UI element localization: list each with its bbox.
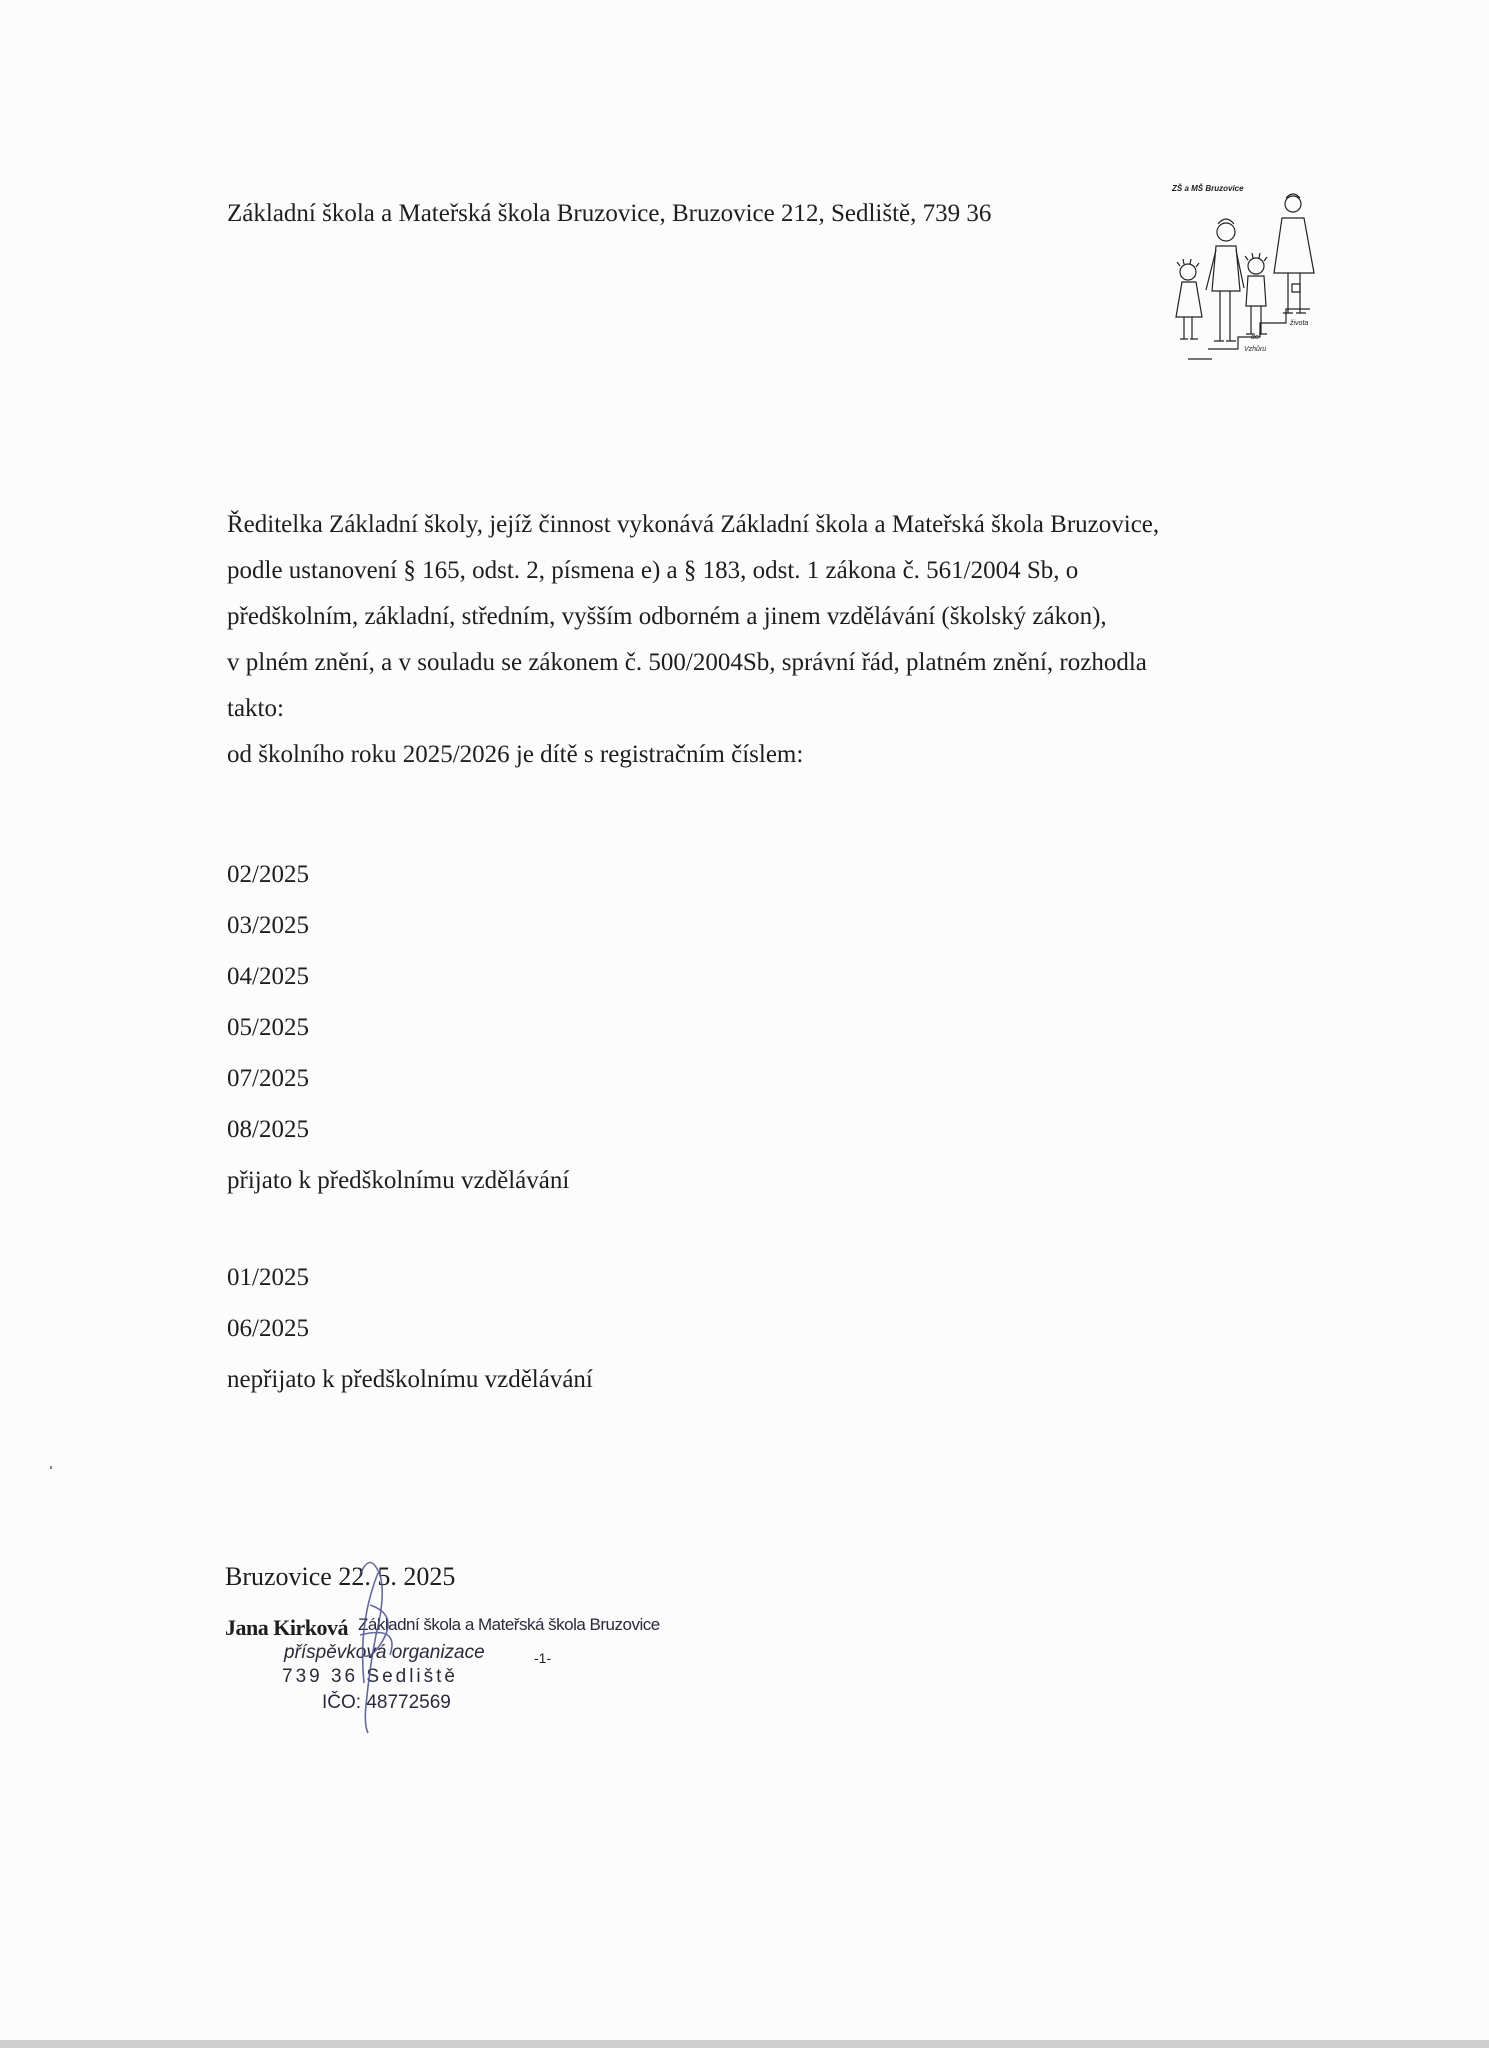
rejected-list — [227, 1252, 593, 1405]
registration-number: 02/2025 — [227, 861, 309, 888]
school-header: Základní škola a Mateřská škola Bruzovice, Bruzovice 212, Sedliště, 739 36 — [227, 200, 992, 227]
registration-number: 01/2025 — [227, 1264, 309, 1291]
signer-name: Jana Kirková — [225, 1615, 348, 1640]
registration-number: 03/2025 — [227, 912, 309, 939]
page-number: -1- — [534, 1650, 552, 1666]
registration-number: 04/2025 — [227, 963, 309, 990]
stamp-ico: IČO: 48772569 — [322, 1692, 451, 1713]
school-logo — [1168, 184, 1328, 369]
stamp-school-name: Základní škola a Mateřská škola Bruzovice — [358, 1615, 660, 1634]
decision-line: Ředitelka Základní školy, jejíž činnost vykonává Základní škola a Mateřská škola Bruzovice, — [227, 511, 1160, 538]
decision-line: v plném znění, a v souladu se zákonem č. 500/2004Sb, správní řád, platném znění, rozhodla — [227, 649, 1147, 676]
registration-number: 05/2025 — [227, 1014, 309, 1041]
admitted-list — [227, 849, 569, 1206]
logo-word-zivota: života — [1290, 320, 1309, 327]
registration-number: 07/2025 — [227, 1065, 309, 1092]
decision-paragraph — [227, 502, 1357, 778]
decision-line: takto: — [227, 695, 284, 722]
registration-number: 08/2025 — [227, 1116, 309, 1143]
decision-line: podle ustanovení § 165, odst. 2, písmena e) a § 183, odst. 1 zákona č. 561/2004 Sb, o — [227, 557, 1079, 584]
decision-line: od školního roku 2025/2026 je dítě s registračním číslem: — [227, 741, 804, 768]
decision-line: předškolním, základní, středním, vyšším odborném a jinem vzdělávání (školský zákon), — [227, 603, 1107, 630]
scan-mark — [50, 1466, 52, 1469]
admitted-result: přijato k předškolnímu vzdělávání — [227, 1167, 570, 1194]
logo-word-vzhuru: Vzhůru — [1244, 346, 1267, 353]
handwritten-signature-icon — [300, 1545, 480, 1735]
scan-edge — [0, 2040, 1489, 2048]
rejected-result: nepřijato k předškolnímu vzdělávání — [227, 1366, 593, 1393]
family-drawing-icon — [1168, 184, 1328, 369]
stamp-organization-type: příspěvková organizace — [284, 1642, 485, 1663]
logo-word-do: do — [1251, 334, 1259, 341]
registration-number: 06/2025 — [227, 1315, 309, 1342]
stamp-address: 739 36 Sedliště — [282, 1666, 458, 1687]
logo-top-text: ZŠ a MŠ Bruzovice — [1172, 184, 1244, 193]
place-and-date: Bruzovice 22. 5. 2025 — [225, 1562, 456, 1591]
